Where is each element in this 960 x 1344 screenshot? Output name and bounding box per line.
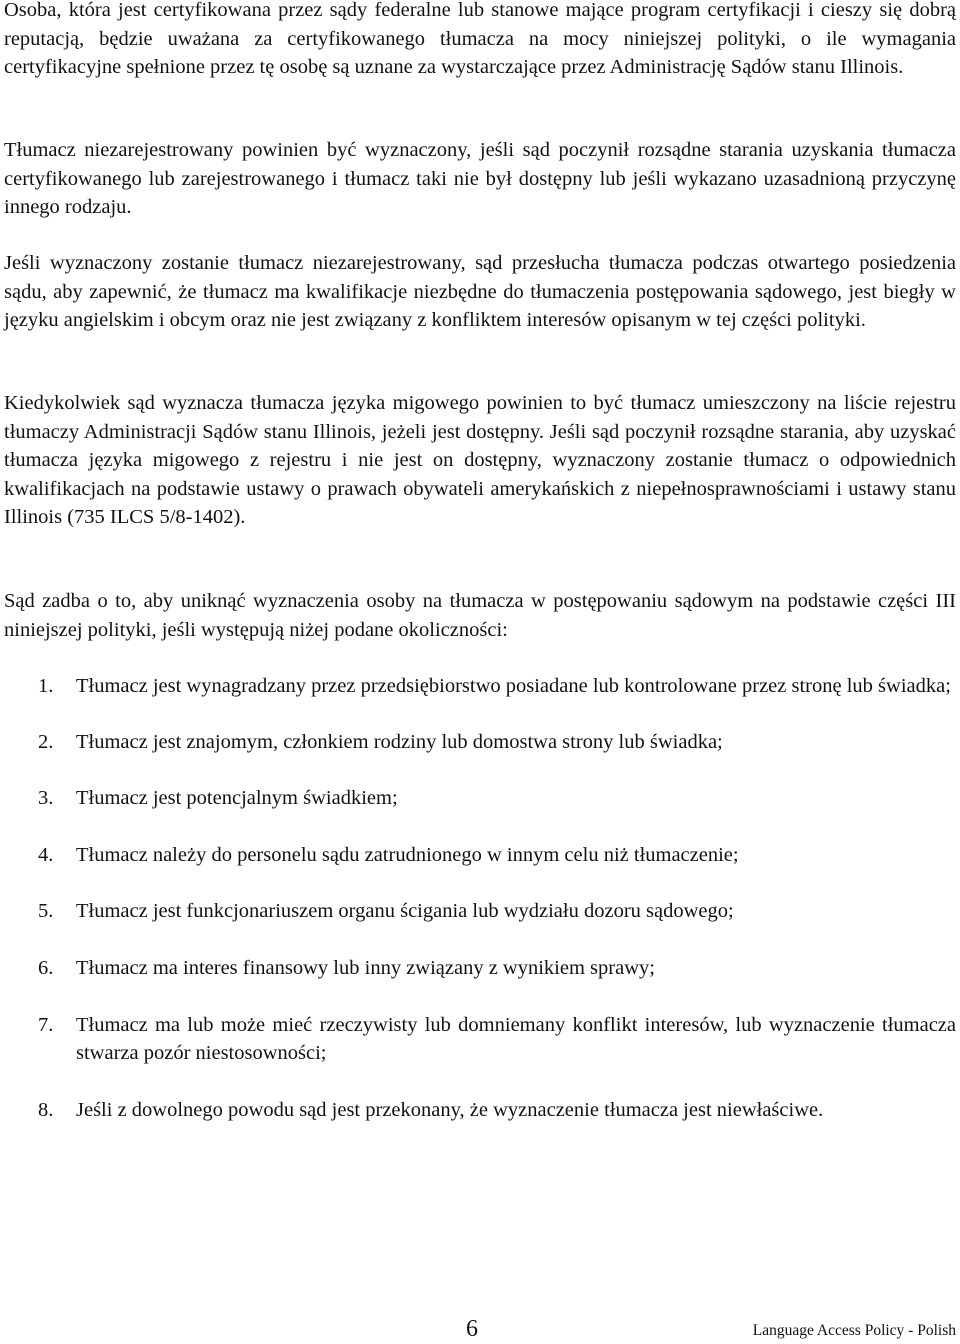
- paragraph-sign-language-interpreter: Kiedykolwiek sąd wyznacza tłumacza języka migowego powinien to być tłumacz umieszczony na liście rejestru tłumaczy Administracji Sądów stanu Illinois, jeżeli jest dostępny. Jeśli sąd poczynił rozsądne starania, aby uzyskać tłumacza języka migowego z rejestru i nie jest on dostępny, wyznaczony zostanie tłumacz o odpowiednich kwalifikacjach na podstawie ustawy o prawach obywateli amerykańskich z niepełnosprawnościami i ustawy stanu Illinois (735 ILCS 5/8-1402).: [4, 392, 956, 529]
- list-item: [4, 841, 956, 870]
- paragraph-conflict-intro: Sąd zadba o to, aby uniknąć wyznaczenia osoby na tłumacza w postępowaniu sądowym na podstawie części III niniejszej polityki, jeśli występują niżej podane okoliczności:: [4, 590, 956, 641]
- list-item-text: Tłumacz jest wynagradzany przez przedsiębiorstwo posiadane lub kontrolowane przez stronę lub świadka;: [76, 675, 951, 697]
- list-item: [4, 784, 956, 813]
- list-item: [4, 672, 956, 701]
- list-item: [4, 728, 956, 757]
- paragraph-certified-interpreter: Osoba, która jest certyfikowana przez sądy federalne lub stanowe mające program certyfikacji i cieszy się dobrą reputacją, będzie uważana za certyfikowanego tłumacza na mocy niniejszej polityki, o ile wymagania certyfikacyjne spełnione przez tę osobę są uznane za wystarczające przez Administrację Sądów stanu Illinois.: [4, 0, 956, 79]
- paragraph-unregistered-interpreter: Tłumacz niezarejestrowany powinien być wyznaczony, jeśli sąd poczynił rozsądne starania uzyskania tłumacza certyfikowanego lub zarejestrowanego i tłumacz taki nie był dostępny lub jeśli wykazano uzasadnioną przyczynę innego rodzaju.: [4, 139, 956, 219]
- list-item-text: Tłumacz jest funkcjonariuszem organu ścigania lub wydziału dozoru sądowego;: [76, 900, 734, 923]
- list-item-number: 4.: [38, 843, 54, 866]
- list-item-text: Tłumacz jest potencjalnym świadkiem;: [76, 787, 398, 810]
- conflict-list: [4, 672, 956, 1124]
- list-item: [4, 954, 956, 983]
- list-item-text: Tłumacz jest znajomym, członkiem rodziny lub domostwa strony lub świadka;: [76, 730, 723, 753]
- list-item: [4, 1011, 956, 1068]
- list-item-number: 7.: [38, 1013, 54, 1036]
- paragraph-interpreter-examination: Jeśli wyznaczony zostanie tłumacz niezarejestrowany, sąd przesłucha tłumacza podczas otwartego posiedzenia sądu, aby zapewnić, że tłumacz ma kwalifikacje niezbędne do tłumaczenia postępowania sądowego, jest biegły w języku angielskim i obcym oraz nie jest związany z konfliktem interesów opisanym w tej części polityki.: [4, 252, 956, 332]
- list-item-text: Jeśli z dowolnego powodu sąd jest przekonany, że wyznaczenie tłumacza jest niewłaściwe.: [76, 1098, 824, 1121]
- list-item-number: 8.: [38, 1098, 54, 1121]
- page-number: 6: [466, 1316, 478, 1342]
- list-item-number: 5.: [38, 900, 54, 923]
- list-item-text: Tłumacz należy do personelu sądu zatrudnionego w innym celu niż tłumaczenie;: [76, 843, 739, 866]
- list-item: [4, 897, 956, 926]
- list-item-text: Tłumacz ma interes finansowy lub inny związany z wynikiem sprawy;: [76, 956, 655, 979]
- list-item-number: 3.: [38, 787, 54, 810]
- list-item-text: Tłumacz ma lub może mieć rzeczywisty lub domniemany konflikt interesów, lub wyznaczenie tłumacza stwarza pozór niestosowności;: [76, 1013, 956, 1065]
- list-item-number: 2.: [38, 730, 54, 753]
- list-item-number: 1.: [38, 675, 54, 697]
- list-item-number: 6.: [38, 956, 54, 979]
- list-item: [4, 1096, 956, 1125]
- footer-document-title: Language Access Policy - Polish: [752, 1322, 956, 1339]
